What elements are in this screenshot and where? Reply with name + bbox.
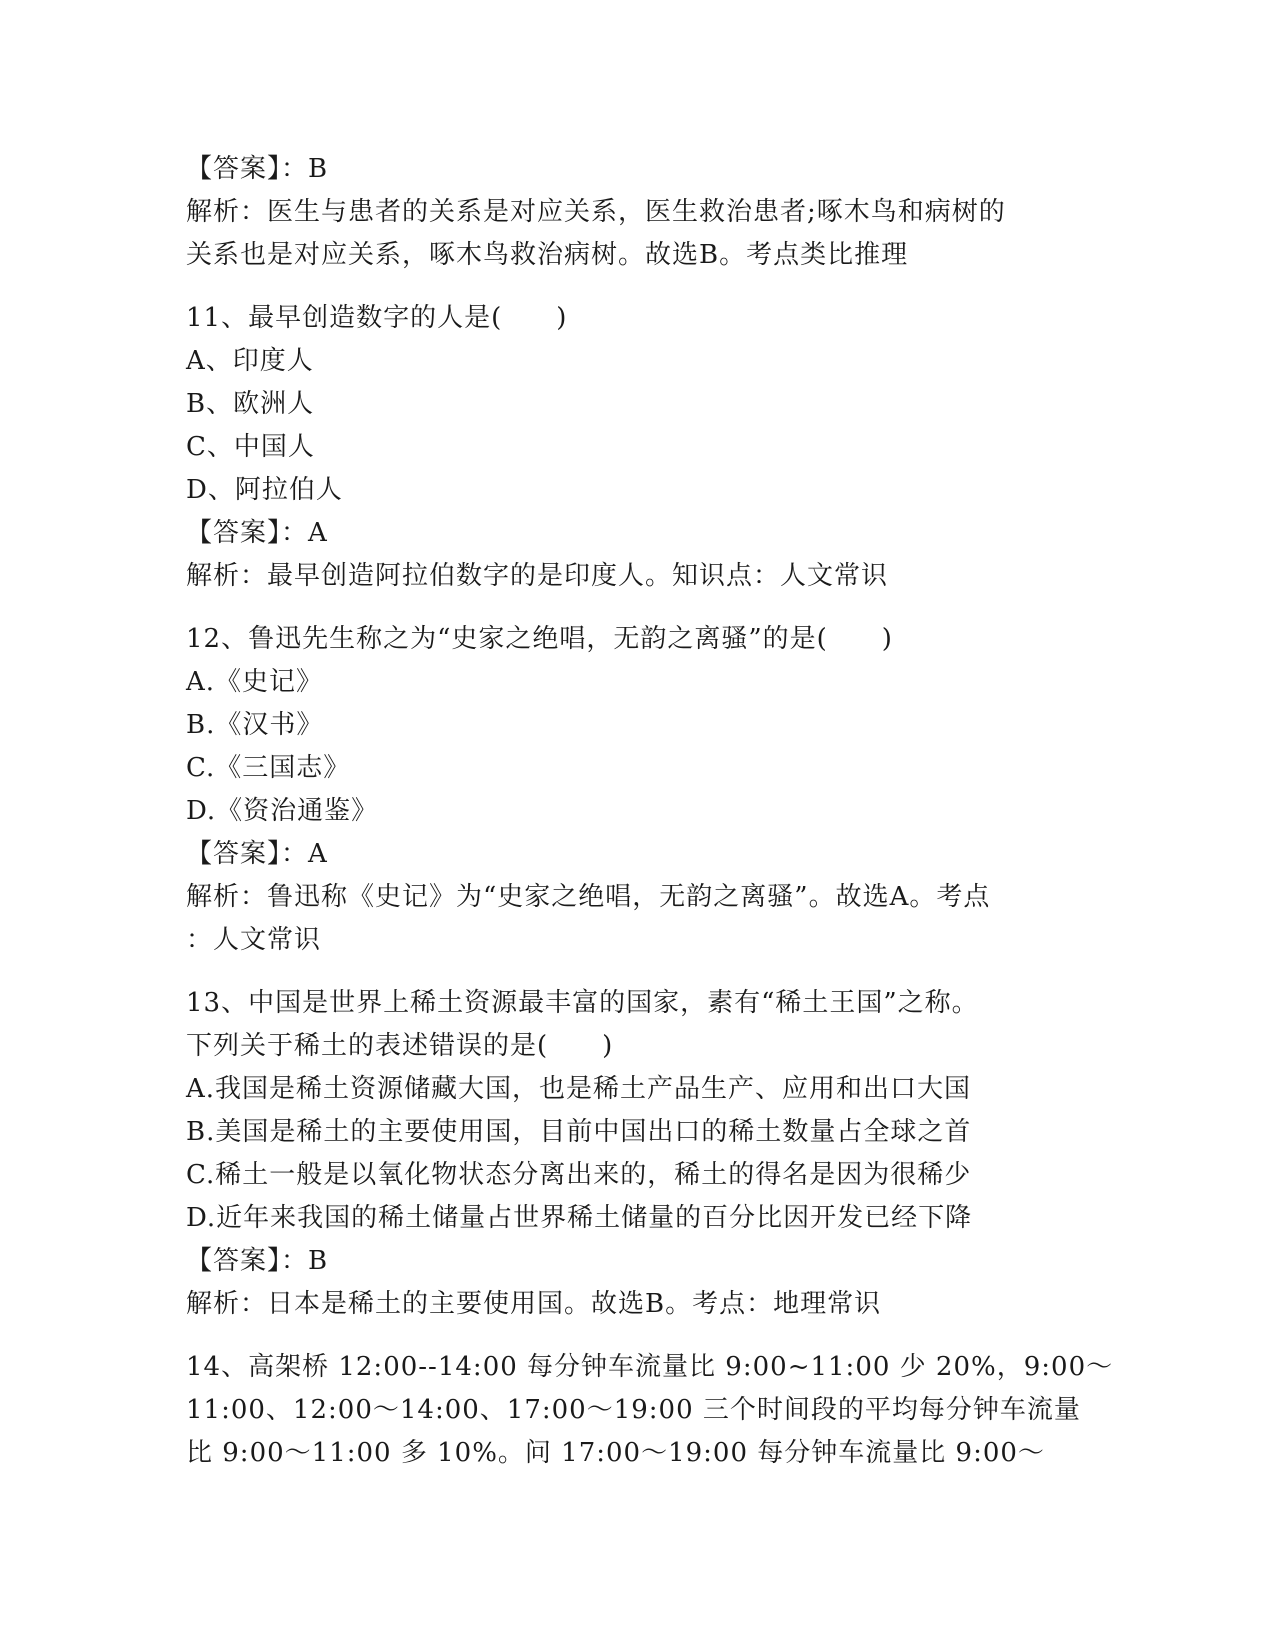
analysis-line: 解析：医生与患者的关系是对应关系，医生救治患者;啄木鸟和病树的 xyxy=(186,197,1006,227)
option-c: C、中国人 xyxy=(186,432,315,462)
analysis-line: 解析：日本是稀土的主要使用国。故选B。考点：地理常识 xyxy=(186,1289,882,1319)
question-12 xyxy=(186,618,1086,962)
document-page xyxy=(186,148,1114,1475)
answer-line: 【答案】：B xyxy=(186,1246,329,1276)
option-d: D.近年来我国的稀土储量占世界稀土储量的百分比因开发已经下降 xyxy=(186,1203,973,1233)
option-d: D.《资治通鉴》 xyxy=(186,796,379,826)
question-14 xyxy=(186,1346,1114,1475)
question-stem: 14、高架桥 12:00--14:00 每分钟车流量比 9:00~11:00 少 20%，9:00～ xyxy=(186,1352,1114,1382)
answer-line: 【答案】：B xyxy=(186,154,329,184)
question-13 xyxy=(186,982,1086,1326)
option-a: A.我国是稀土资源储藏大国，也是稀土产品生产、应用和出口大国 xyxy=(186,1074,972,1104)
question-stem: 12、鲁迅先生称之为“史家之绝唱，无韵之离骚”的是( ) xyxy=(186,624,893,654)
question-stem: 11:00、12:00～14:00、17:00～19:00 三个时间段的平均每分钟车流量 xyxy=(186,1395,1081,1425)
option-b: B、欧洲人 xyxy=(186,389,315,419)
answer-line: 【答案】：A xyxy=(186,518,328,548)
answer-line: 【答案】：A xyxy=(186,839,328,869)
option-d: D、阿拉伯人 xyxy=(186,475,343,505)
question-11 xyxy=(186,297,1086,598)
option-a: A.《史记》 xyxy=(186,667,324,697)
question-stem: 11、最早创造数字的人是( ) xyxy=(186,303,568,333)
question-stem: 下列关于稀土的表述错误的是( ) xyxy=(186,1031,614,1061)
question-stem: 13、中国是世界上稀土资源最丰富的国家，素有“稀土王国”之称。 xyxy=(186,988,979,1018)
analysis-line: 解析：最早创造阿拉伯数字的是印度人。知识点：人文常识 xyxy=(186,561,889,591)
option-b: B.美国是稀土的主要使用国，目前中国出口的稀土数量占全球之首 xyxy=(186,1117,972,1147)
analysis-line: 关系也是对应关系，啄木鸟救治病树。故选B。考点类比推理 xyxy=(186,240,909,270)
option-c: C.《三国志》 xyxy=(186,753,351,783)
option-b: B.《汉书》 xyxy=(186,710,324,740)
analysis-line: ：人文常识 xyxy=(186,925,322,955)
question-stem: 比 9:00～11:00 多 10%。问 17:00～19:00 每分钟车流量比 9:00～ xyxy=(186,1438,1045,1468)
option-a: A、印度人 xyxy=(186,346,314,376)
question-10-tail xyxy=(186,148,1086,277)
analysis-line: 解析：鲁迅称《史记》为“史家之绝唱，无韵之离骚”。故选A。考点 xyxy=(186,882,991,912)
option-c: C.稀土一般是以氧化物状态分离出来的，稀土的得名是因为很稀少 xyxy=(186,1160,972,1190)
